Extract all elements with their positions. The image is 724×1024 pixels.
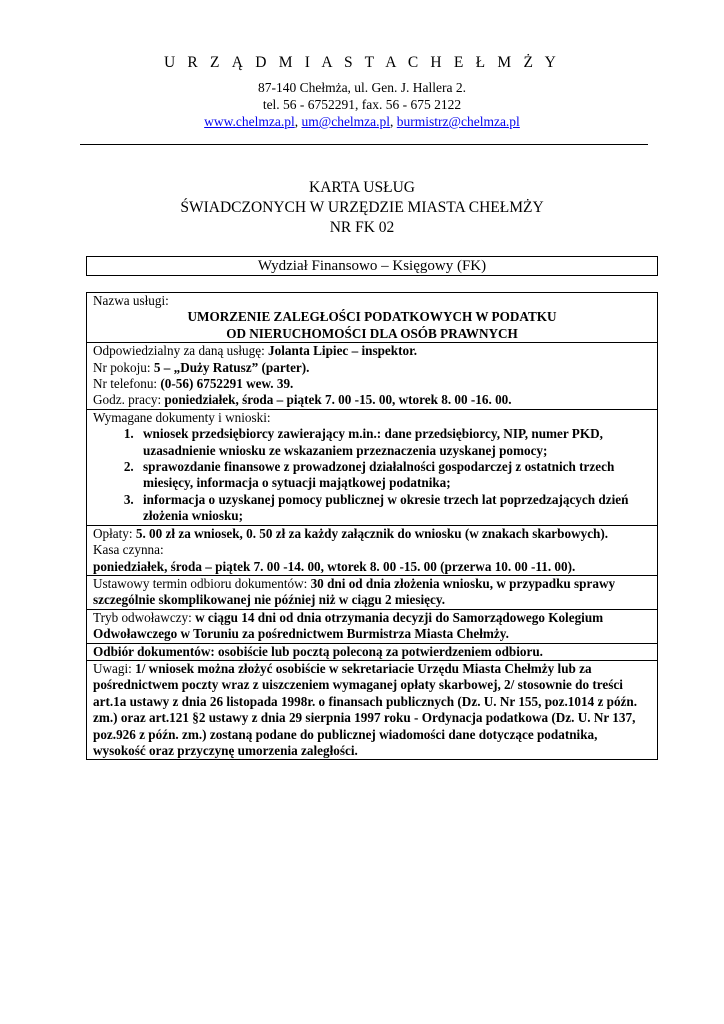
- cash-label: Kasa czynna:: [93, 542, 164, 558]
- cash-hours: poniedziałek, środa – piątek 7. 00 -14. 00, wtorek 8. 00 -15. 00 (przerwa 10. 00 -11. 00).: [93, 558, 576, 574]
- phone-value: (0-56) 6752291 wew. 39.: [160, 376, 294, 392]
- fees-label: Opłaty:: [93, 525, 136, 541]
- office-name: U R Z Ą D M I A S T A C H E Ł M Ż Y: [163, 54, 561, 71]
- office-phone: tel. 56 - 6752291, fax. 56 - 675 2122: [262, 97, 462, 112]
- deadline-value: 30 dni od dnia złożenia wniosku, w przypadku sprawy szczególnie skomplikowanej nie później niż w ciągu 2 miesięcy.: [93, 575, 616, 608]
- responsible-value: Jolanta Lipiec – inspektor.: [268, 343, 418, 359]
- documents-row: [87, 409, 658, 525]
- card-number: NR FK 02: [329, 219, 395, 236]
- responsible-label: Odpowiedzialny za daną usługę:: [93, 343, 269, 359]
- deadline-label: Ustawowy termin odbioru dokumentów:: [93, 575, 311, 591]
- room-value: 5 – „Duży Ratusz” (parter).: [153, 359, 310, 375]
- deadline-row: [87, 575, 658, 609]
- department-box: Wydział Finansowo – Księgowy (FK): [86, 256, 658, 276]
- service-name-row: [87, 293, 658, 343]
- remarks-row: [87, 660, 658, 759]
- office-address: 87-140 Chełmża, ul. Gen. J. Hallera 2.: [257, 80, 467, 95]
- service-name-line2: OD NIERUCHOMOŚCI DLA OSÓB PRAWNYCH: [226, 325, 518, 341]
- appeal-label: Tryb odwoławczy:: [93, 609, 196, 625]
- list-item: 1. wniosek przedsiębiorcy zawierający m.in.: dane przedsiębiorcy, NIP, numer PKD, uzasadnienie wniosku ze wskazaniem przeznaczenia uzyskanej pomocy;: [137, 426, 651, 459]
- room-label: Nr pokoju:: [93, 359, 154, 375]
- service-name-line1: UMORZENIE ZALEGŁOŚCI PODATKOWYCH W PODATKU: [187, 309, 557, 325]
- list-item: 3. informacja o uzyskanej pomocy publicznej w okresie trzech lat poprzedzających dzień złożenia wniosku;: [137, 492, 651, 525]
- remarks-label: Uwagi:: [93, 660, 136, 676]
- card-subtitle: ŚWIADCZONYCH W URZĘDZIE MIASTA CHEŁMŻY: [180, 199, 544, 216]
- card-title: KARTA USŁUG: [309, 179, 415, 196]
- header-divider: [80, 144, 648, 145]
- responsible-row: [87, 343, 658, 410]
- website-link[interactable]: www.chelmza.pl: [204, 114, 295, 129]
- fees-value: 5. 00 zł za wniosek, 0. 50 zł za każdy załącznik do wniosku (w znakach skarbowych).: [135, 525, 609, 541]
- remarks-value: 1/ wniosek można złożyć osobiście w sekretariacie Urzędu Miasta Chełmży lub za pośrednictwem poczty wraz z uiszczeniem wymaganej opłaty skarbowej, 2/ stosownie do treści art.1a ustawy z dnia 26 listopada 1998r. o finansach publicznych (Dz. U. Nr 155, poz.1014 z późn. zm.) oraz art.121 §2 ustawy z dnia 29 sierpnia 1997 roku - Ordynacja podatkowa (Dz. U. Nr 137, poz.926 z późn. zm.) zostaną podane do publicznej wiadomości dane dotyczące podatnika, wysokość oraz przyczynę umorzenia zaległości.: [93, 660, 638, 758]
- office-links: [0, 114, 724, 130]
- hours-label: Godz. pracy:: [93, 392, 165, 408]
- documents-label: Wymagane dokumenty i wnioski:: [93, 409, 271, 425]
- separator: ,: [390, 114, 397, 129]
- pickup-row: [87, 643, 658, 660]
- list-item: 2. sprawozdanie finansowe z prowadzonej działalności gospodarczej z ostatnich trzech miesięcy, informacja o sytuacji majątkowej podatnika;: [137, 459, 651, 492]
- appeal-row: [87, 609, 658, 643]
- pickup-text: Odbiór dokumentów: osobiście lub pocztą poleconą za potwierdzeniem odbioru.: [87, 643, 658, 660]
- mayor-email-link[interactable]: burmistrz@chelmza.pl: [396, 114, 520, 129]
- email-link[interactable]: um@chelmza.pl: [301, 114, 391, 129]
- separator: ,: [294, 114, 302, 129]
- appeal-value: w ciągu 14 dni od dnia otrzymania decyzji do Samorządowego Kolegium Odwoławczego w Toruniu za pośrednictwem Burmistrza Miasta Chełmży.: [93, 609, 604, 642]
- service-table: [86, 292, 658, 760]
- hours-value: poniedziałek, środa – piątek 7. 00 -15. 00, wtorek 8. 00 -16. 00.: [164, 392, 512, 408]
- documents-list: [93, 426, 651, 524]
- service-name-label: Nazwa usługi:: [93, 293, 169, 308]
- fees-row: [87, 525, 658, 575]
- phone-label: Nr telefonu:: [93, 376, 161, 392]
